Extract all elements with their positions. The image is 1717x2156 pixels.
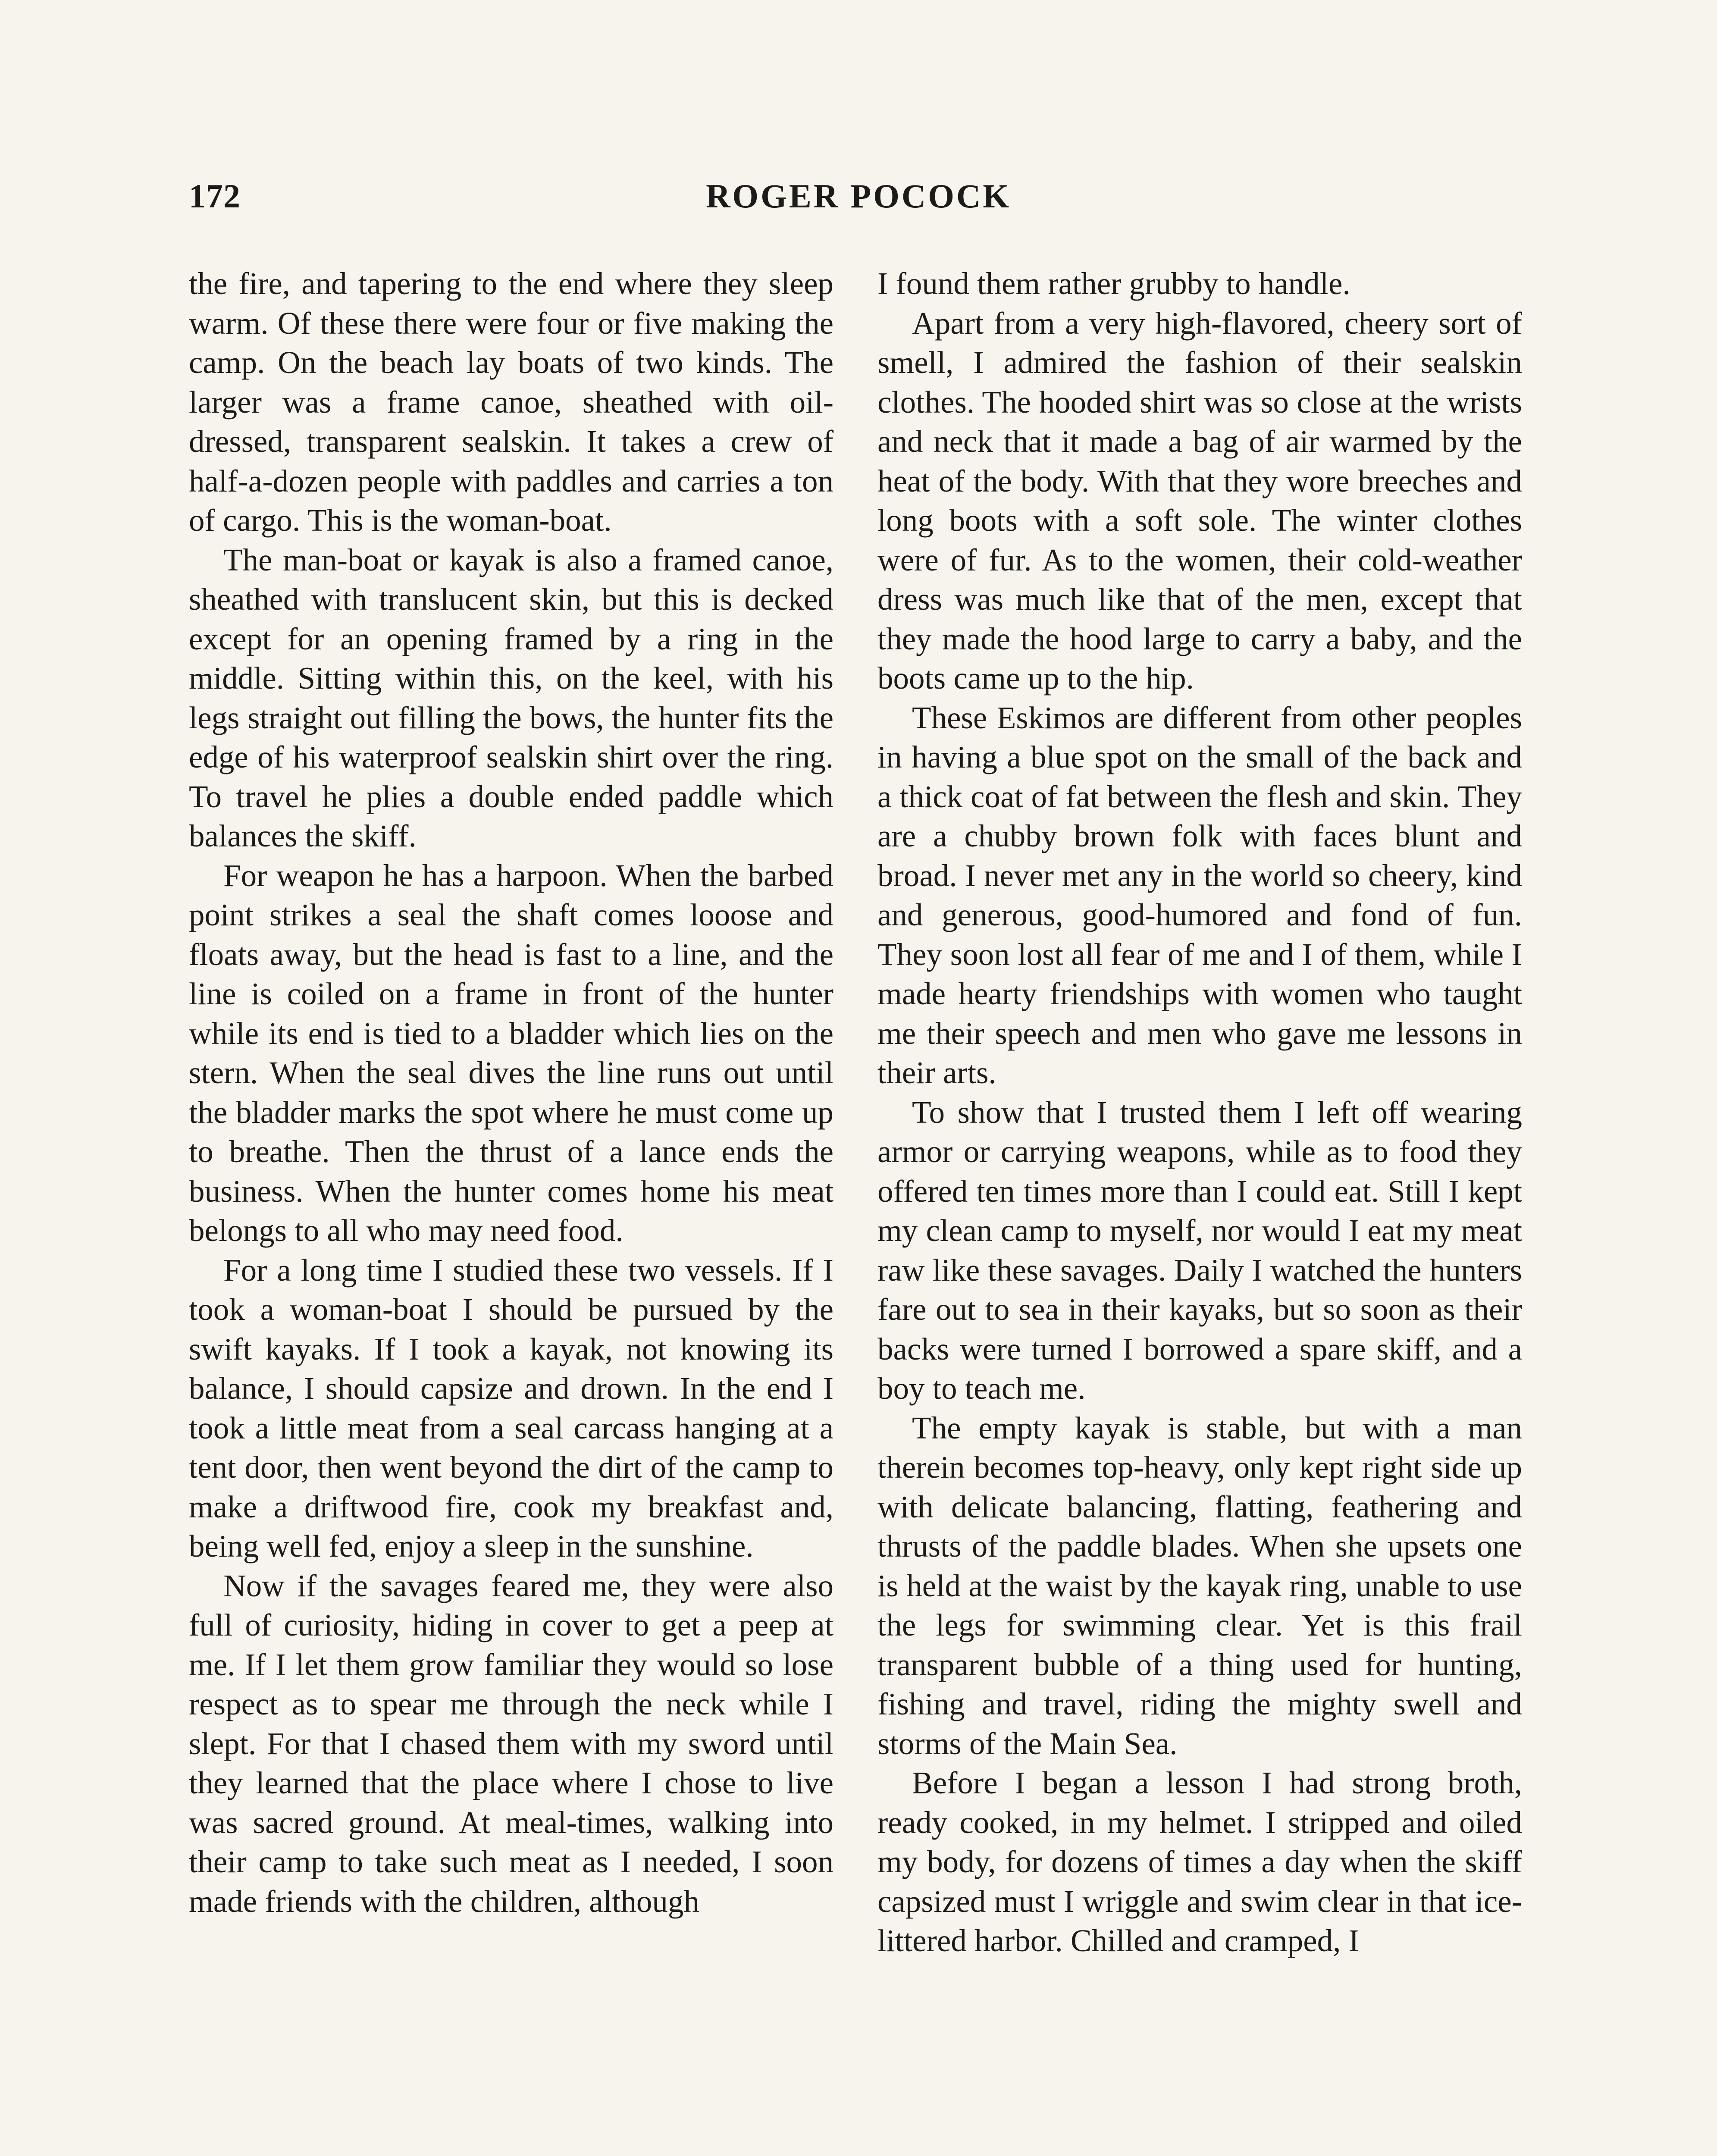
paragraph: The man-boat or kayak is also a framed canoe, sheathed with translucent skin, but this is decked except for an opening framed by a ring in the middle. Sitting within this, on the keel, with his legs straight out filling the bows, the hunter fits the edge of his waterproof sealskin shirt over the ring. To travel he plies a double ended paddle which balances the skiff. bbox=[189, 542, 833, 853]
paragraph: the fire, and tapering to the end where they sleep warm. Of these there were four or five making the camp. On the beach lay boats of two kinds. The larger was a frame canoe, sheathed with oil-dressed, transparent sealskin. It takes a crew of half-a-dozen people with paddles and carries a ton of cargo. This is the woman-boat. bbox=[189, 266, 833, 538]
paragraph: For a long time I studied these two vessels. If I took a woman-boat I should be pursued by the swift kayaks. If I took a kayak, not knowing its balance, I should capsize and drown. In the end I took a little meat from a seal carcass hanging at a tent door, then went beyond the dirt of the camp to make a driftwood fire, cook my breakfast and, being well fed, enjoy a sleep in the sunshine. bbox=[189, 1252, 833, 1564]
running-head: ROGER POCOCK bbox=[706, 177, 1011, 215]
paragraph: For weapon he has a harpoon. When the barbed point strikes a seal the shaft comes looose and floats away, but the head is fast to a line, and the line is coiled on a frame in front of the hunter while its end is tied to a bladder which lies on the stern. When the seal dives the line runs out until the bladder marks the spot where he must come up to breathe. Then the thrust of a lance ends the business. When the hunter comes home his meat belongs to all who may need food. bbox=[189, 858, 833, 1248]
left-column bbox=[189, 264, 833, 1921]
paragraph: Now if the savages feared me, they were also full of curiosity, hiding in cover to get a peep at me. If I let them grow familiar they would so lose respect as to spear me through the neck while I slept. For that I chased them with my sword until they learned that the place where I chose to live was sacred ground. At meal-times, walking into their camp to take such meat as I needed, I soon made friends with the children, although bbox=[189, 1568, 833, 1919]
paragraph: The empty kayak is stable, but with a man therein becomes top-heavy, only kept right side up with delicate balancing, flatting, feathering and thrusts of the paddle blades. When she upsets one is held at the waist by the kayak ring, unable to use the legs for swimming clear. Yet is this frail transparent bubble of a thing used for hunting, fishing and travel, riding the mighty swell and storms of the Main Sea. bbox=[877, 1410, 1522, 1761]
paragraph: To show that I trusted them I left off wearing armor or carrying weapons, while as to food they offered ten times more than I could eat. Still I kept my clean camp to myself, nor would I eat my meat raw like these savages. Daily I watched the hunters fare out to sea in their kayaks, but so soon as their backs were turned I borrowed a spare skiff, and a boy to teach me. bbox=[877, 1094, 1522, 1406]
paragraph: Apart from a very high-flavored, cheery sort of smell, I admired the fashion of their sealskin clothes. The hooded shirt was so close at the wrists and neck that it made a bag of air warmed by the heat of the body. With that they wore breeches and long boots with a soft sole. The winter clothes were of fur. As to the women, their cold-weather dress was much like that of the men, except that they made the hood large to carry a baby, and the boots came up to the hip. bbox=[877, 305, 1522, 696]
paragraph: These Eskimos are different from other peoples in having a blue spot on the small of the back and a thick coat of fat between the flesh and skin. They are a chubby brown folk with faces blunt and broad. I never met any in the world so cheery, kind and generous, good-humored and fond of fun. They soon lost all fear of me and I of them, while I made hearty friendships with women who taught me their speech and men who gave me lessons in their arts. bbox=[877, 700, 1522, 1090]
paragraph: I found them rather grubby to handle. bbox=[877, 266, 1350, 301]
page-header bbox=[189, 177, 1528, 224]
paragraph: Before I began a lesson I had strong broth, ready cooked, in my helmet. I stripped and oiled my body, for dozens of times a day when the skiff capsized must I wriggle and swim clear in that ice-littered harbor. Chilled and cramped, I bbox=[877, 1765, 1522, 1958]
page-number: 172 bbox=[189, 177, 241, 215]
right-column bbox=[877, 264, 1522, 1961]
